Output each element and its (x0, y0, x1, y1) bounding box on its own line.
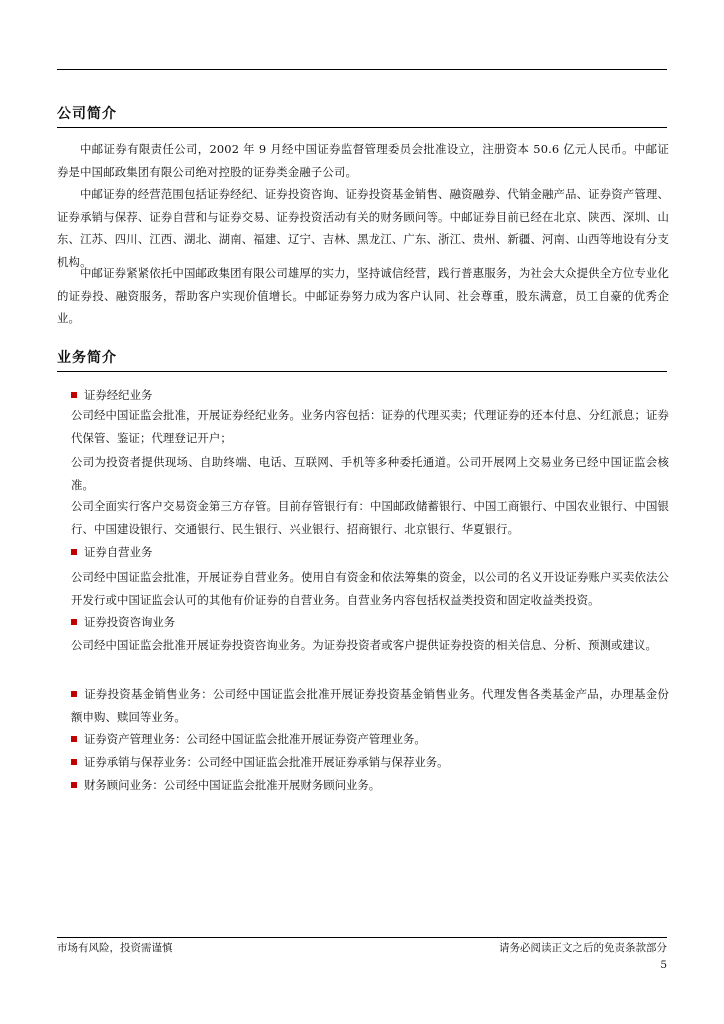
red-square-bullet-icon (71, 782, 77, 788)
business-intro-title: 业务简介 (57, 350, 117, 366)
bullet-underwriting (71, 753, 671, 771)
footer-rule (57, 937, 667, 938)
bullet-proprietary (71, 543, 671, 561)
bullet-asset-management (71, 730, 671, 748)
advisory-paragraph: 公司经中国证监会批准开展证券投资咨询业务。为证券投资者或客户提供证券投资的相关信息、分析、预测或建议。 (71, 638, 658, 652)
bullet-advisory (71, 613, 671, 631)
fund-sales-text: 证券投资基金销售业务：公司经中国证监会批准开展证券投资基金销售业务。代理发售各类基金产品，办理基金份额申购、赎回等业务。 (71, 687, 669, 724)
company-intro-title: 公司简介 (57, 106, 117, 122)
footer-risk-notice: 市场有风险，投资需谨慎 (57, 942, 173, 954)
bullet-financial-advisory (71, 776, 671, 794)
company-intro-rule (57, 127, 667, 128)
business-intro-rule (57, 371, 667, 372)
financial-advisory-text: 财务顾问业务：公司经中国证监会批准开展财务顾问业务。 (84, 778, 381, 792)
red-square-bullet-icon (71, 691, 77, 697)
brokerage-paragraph-2: 公司为投资者提供现场、自助终端、电话、互联网、手机等多种委托通道。公司开展网上交易业务已经中国证监会核准。 (71, 455, 669, 492)
asset-management-text: 证券资产管理业务：公司经中国证监会批准开展证券资产管理业务。 (84, 732, 426, 746)
proprietary-heading: 证券自营业务 (84, 545, 153, 559)
brokerage-heading: 证券经纪业务 (84, 388, 153, 402)
red-square-bullet-icon (71, 736, 77, 742)
underwriting-text: 证券承销与保荐业务：公司经中国证监会批准开展证券承销与保荐业务。 (84, 755, 449, 769)
company-paragraph-2: 中邮证券的经营范围包括证券经纪、证券投资咨询、证券投资基金销售、融资融券、代销金融产品、证券资产管理、证券承销与保荐、证券自营和与证券交易、证券投资活动有关的财务顾问等。中邮证券目前已经在北京、陕西、深圳、山东、江苏、四川、江西、湖北、湖南、福建、辽宁、吉林、黑龙江、广东、浙江、贵州、新疆、河南、山西等地设有分支机构。 (57, 187, 669, 269)
advisory-heading: 证券投资咨询业务 (84, 615, 176, 629)
page-number: 5 (660, 959, 667, 971)
brokerage-paragraph-1: 公司经中国证监会批准，开展证券经纪业务。业务内容包括：证券的代理买卖；代理证券的还本付息、分红派息；证券代保管、鉴证；代理登记开户； (71, 408, 669, 445)
bullet-brokerage (71, 386, 671, 404)
brokerage-paragraph-3: 公司全面实行客户交易资金第三方存管。目前存管银行有：中国邮政储蓄银行、中国工商银行、中国农业银行、中国银行、中国建设银行、交通银行、民生银行、兴业银行、招商银行、北京银行、华夏银行。 (71, 499, 669, 536)
proprietary-paragraph: 公司经中国证监会批准，开展证券自营业务。使用自有资金和依法筹集的资金，以公司的名义开设证券账户买卖依法公开发行或中国证监会认可的其他有价证券的自营业务。自营业务内容包括权益类投资和固定收益类投资。 (71, 570, 669, 607)
company-paragraph-3: 中邮证券紧紧依托中国邮政集团有限公司雄厚的实力，坚持诚信经营，践行普惠服务，为社会大众提供全方位专业化的证券投、融资服务，帮助客户实现价值增长。中邮证券努力成为客户认同、社会尊重，股东满意，员工自豪的优秀企业。 (57, 266, 669, 325)
bullet-fund-sales (71, 683, 669, 728)
header-rule (57, 69, 667, 70)
red-square-bullet-icon (71, 759, 77, 765)
footer-disclaimer-note: 请务必阅读正文之后的免责条款部分 (499, 942, 667, 954)
red-square-bullet-icon (71, 392, 77, 398)
company-paragraph-1: 中邮证券有限责任公司，2002 年 9 月经中国证券监督管理委员会批准设立，注册资本 50.6 亿元人民币。中邮证券是中国邮政集团有限公司绝对控股的证券类金融子公司。 (57, 142, 669, 179)
red-square-bullet-icon (71, 619, 77, 625)
red-square-bullet-icon (71, 549, 77, 555)
